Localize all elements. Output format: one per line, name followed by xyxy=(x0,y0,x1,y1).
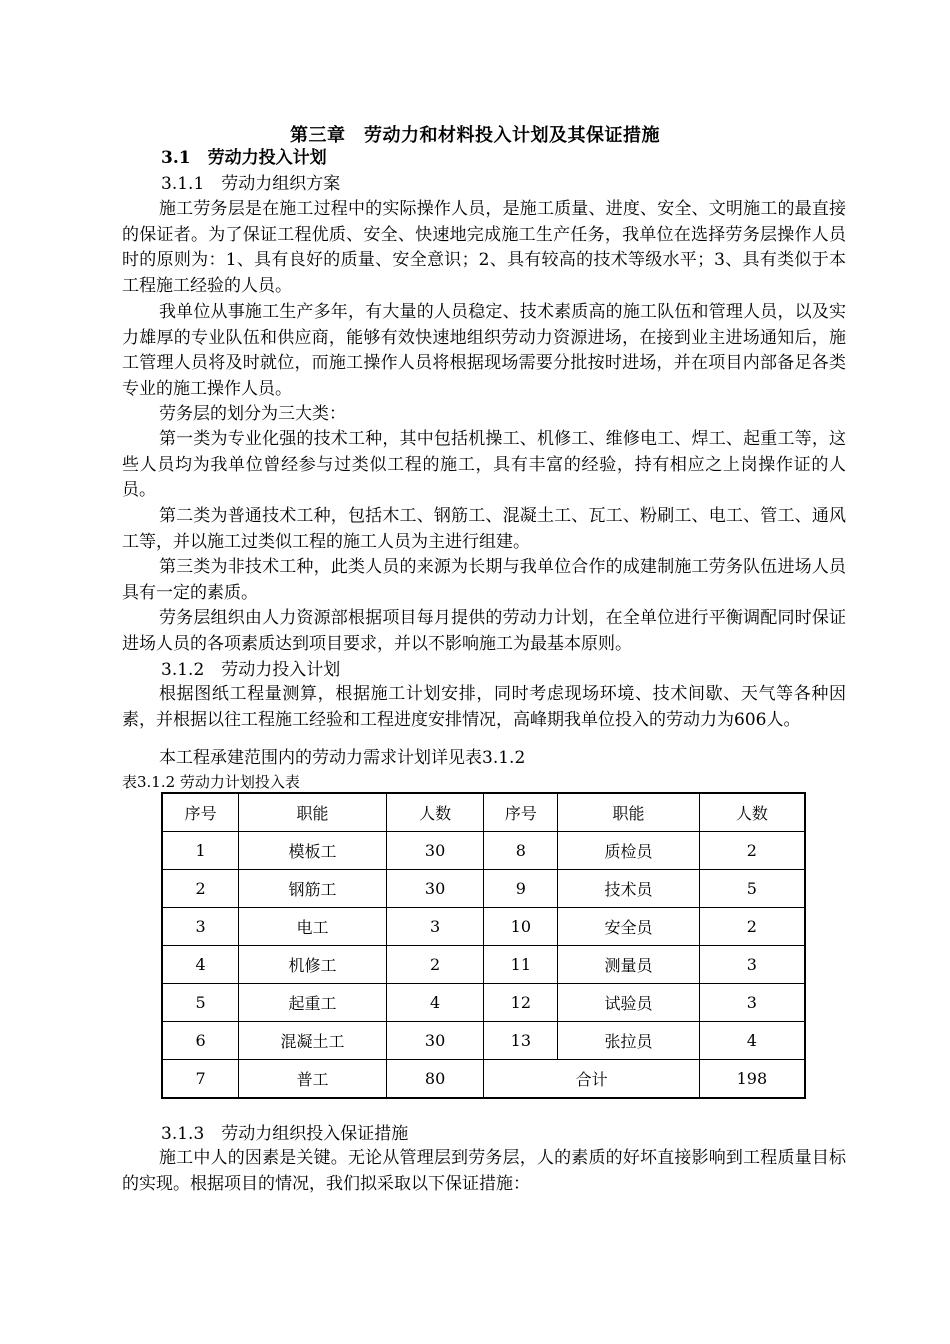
table-cell: 安全员 xyxy=(558,908,700,946)
section-3-1-2-title: 3.1.2 劳动力投入计划 xyxy=(161,660,341,680)
table-cell: 2 xyxy=(699,832,805,870)
table-cell: 3 xyxy=(162,908,239,946)
header-cell: 人数 xyxy=(699,793,805,832)
table-row xyxy=(162,984,805,1022)
table-cell: 8 xyxy=(484,832,558,870)
table-cell: 2 xyxy=(699,908,805,946)
table-row xyxy=(162,1022,805,1060)
table-cell: 测量员 xyxy=(558,946,700,984)
paragraph-class-three: 第三类为非技术工种，此类人员的来源为长期与我单位合作的成建制施工劳务队伍进场人员具有一定的素质。 xyxy=(122,557,846,603)
header-cell: 序号 xyxy=(484,793,558,832)
paragraph-allocation: 劳务层组织由人力资源部根据项目每月提供的劳动力计划，在全单位进行平衡调配同时保证进场人员的各项素质达到项目要求，并以不影响施工为最基本原则。 xyxy=(122,608,846,654)
table-cell: 4 xyxy=(699,1022,805,1060)
table-cell: 3 xyxy=(699,984,805,1022)
table-cell: 10 xyxy=(484,908,558,946)
table-cell: 3 xyxy=(386,908,484,946)
table-cell: 1 xyxy=(162,832,239,870)
table-cell: 5 xyxy=(699,870,805,908)
table-cell: 技术员 xyxy=(558,870,700,908)
paragraph-classification: 劳务层的划分为三大类： xyxy=(159,404,346,424)
table-cell: 9 xyxy=(484,870,558,908)
table-cell: 11 xyxy=(484,946,558,984)
paragraph-guarantee-measures: 施工中人的因素是关键。无论从管理层到劳务层，人的素质的好坏直接影响到工程质量目标的实现。根据项目的情况，我们拟采取以下保证措施： xyxy=(122,1148,846,1194)
chapter-title: 第三章 劳动力和材料投入计划及其保证措施 xyxy=(290,125,660,146)
table-cell: 张拉员 xyxy=(558,1022,700,1060)
table-row xyxy=(162,908,805,946)
table-cell: 起重工 xyxy=(239,984,386,1022)
table-cell: 12 xyxy=(484,984,558,1022)
paragraph-class-two: 第二类为普通技术工种，包括木工、钢筋工、混凝土工、瓦工、粉刷工、电工、管工、通风工等，并以施工过类似工程的施工人员为主进行组建。 xyxy=(122,506,846,552)
table-cell: 2 xyxy=(386,946,484,984)
section-3-1-3-title: 3.1.3 劳动力组织投入保证措施 xyxy=(161,1124,409,1144)
table-cell: 30 xyxy=(386,832,484,870)
table-cell: 普工 xyxy=(239,1060,386,1099)
table-cell: 2 xyxy=(162,870,239,908)
paragraph-capability: 我单位从事施工生产多年，有大量的人员稳定、技术素质高的施工队伍和管理人员，以及实力雄厚的专业队伍和供应商，能够有效快速地组织劳动力资源进场，在接到业主进场通知后，施工管理人员将及时就位，而施工操作人员将根据现场需要分批按时进场，并在项目内部备足各类专业的施工操作人员。 xyxy=(122,302,846,399)
table-cell: 3 xyxy=(699,946,805,984)
paragraph-principles: 施工劳务层是在施工过程中的实际操作人员，是施工质量、进度、安全、文明施工的最直接的保证者。为了保证工程优质、安全、快速地完成施工生产任务，我单位在选择劳务层操作人员时的原则为：1、具有良好的质量、安全意识；2、具有较高的技术等级水平；3、具有类似于本工程施工经验的人员。 xyxy=(122,199,846,296)
table-cell: 4 xyxy=(162,946,239,984)
section-3-1-1-title: 3.1.1 劳动力组织方案 xyxy=(161,174,341,194)
table-cell: 模板工 xyxy=(239,832,386,870)
table-cell: 5 xyxy=(162,984,239,1022)
total-value-cell: 198 xyxy=(699,1060,805,1099)
table-row xyxy=(162,946,805,984)
total-label-cell: 合计 xyxy=(484,1060,699,1099)
table-cell: 13 xyxy=(484,1022,558,1060)
table-cell: 混凝土工 xyxy=(239,1022,386,1060)
table-cell: 30 xyxy=(386,1022,484,1060)
header-cell: 人数 xyxy=(386,793,484,832)
table-total-row xyxy=(162,1060,805,1099)
table-caption: 表3.1.2 劳动力计划投入表 xyxy=(122,773,300,791)
paragraph-class-one: 第一类为专业化强的技术工种，其中包括机操工、机修工、维修电工、焊工、起重工等，这些人员均为我单位曾经参与过类似工程的施工，具有丰富的经验，持有相应之上岗操作证的人员。 xyxy=(122,429,846,501)
table-cell: 质检员 xyxy=(558,832,700,870)
table-cell: 钢筋工 xyxy=(239,870,386,908)
paragraph-peak-labor: 根据图纸工程量测算，根据施工计划安排，同时考虑现场环境、技术间歇、天气等各种因素，并根据以往工程施工经验和工程进度安排情况，高峰期我单位投入的劳动力为606人。 xyxy=(122,684,846,730)
table-cell: 30 xyxy=(386,870,484,908)
header-cell: 职能 xyxy=(239,793,386,832)
header-cell: 职能 xyxy=(558,793,700,832)
table-row xyxy=(162,832,805,870)
labor-plan-table xyxy=(161,792,806,1099)
table-cell: 6 xyxy=(162,1022,239,1060)
section-3-1-title: 3.1 劳动力投入计划 xyxy=(161,148,327,168)
table-cell: 试验员 xyxy=(558,984,700,1022)
table-row xyxy=(162,870,805,908)
paragraph-table-reference: 本工程承建范围内的劳动力需求计划详见表3.1.2 xyxy=(159,748,526,768)
header-cell: 序号 xyxy=(162,793,239,832)
table-cell: 80 xyxy=(386,1060,484,1099)
table-cell: 电工 xyxy=(239,908,386,946)
table-cell: 4 xyxy=(386,984,484,1022)
table-cell: 7 xyxy=(162,1060,239,1099)
table-header-row xyxy=(162,793,805,832)
table-cell: 机修工 xyxy=(239,946,386,984)
